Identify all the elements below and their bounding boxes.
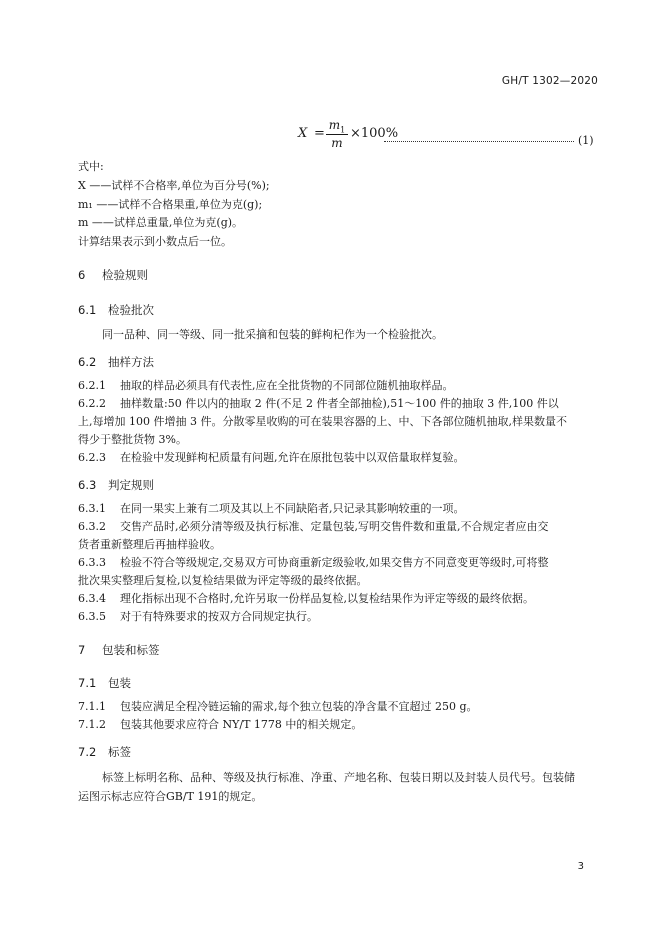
clause-6-3-1: 6.3.1 在同一果实上兼有二项及其以上不同缺陷者,只记录其影响较重的一项。 [78, 502, 465, 515]
clause-7-1-1: 7.1.1 包装应满足全程冷链运输的需求,每个独立包装的净含量不宜超过 250 g。 [78, 700, 478, 713]
result-note: 计算结果表示到小数点后一位。 [78, 235, 232, 248]
definition-item: X ——试样不合格率,单位为百分号(%); [78, 179, 270, 192]
clause-6-3-5: 6.3.5 对于有特殊要求的按双方合同规定执行。 [78, 610, 318, 623]
formula-denominator: m [331, 136, 343, 150]
formula-multiplier: ×100% [350, 126, 399, 141]
section-7-2-heading: 7.2 标签 [78, 745, 131, 759]
clause-6-3-2: 6.3.2 交售产品时,必须分清等级及执行标准、定量包装,写明交售件数和重量,不合规定者应由交 [78, 520, 549, 533]
clause-7-1-2: 7.1.2 包装其他要求应符合 NY/T 1778 中的相关规定。 [78, 718, 363, 731]
clause-6-2-2-cont: 上,每增加 100 件增抽 3 件。分散零星收购的可在装果容器的上、中、下各部位随机抽取,样果数量不 [78, 415, 567, 428]
formula-numerator: $m_1$ [328, 118, 346, 135]
formula [298, 118, 608, 154]
formula-equals: = [314, 126, 325, 141]
clause-6-2-2: 6.2.2 抽样数量:50 件以内的抽取 2 件(不足 2 件者全部抽检),51～100 件的抽取 3 件,100 件以 [78, 397, 559, 410]
clause-6-3-4: 6.3.4 理化指标出现不合格时,允许另取一份样品复检,以复检结果作为评定等级的最终依据。 [78, 592, 534, 605]
section-6-3-heading: 6.3 判定规则 [78, 478, 154, 492]
clause-6-2-3: 6.2.3 在检验中发现鲜枸杞质量有问题,允许在原批包装中以双倍量取样复验。 [78, 451, 465, 464]
section-6-1-text: 同一品种、同一等级、同一批采摘和包装的鲜枸杞作为一个检验批次。 [102, 328, 443, 341]
clause-6-2-1: 6.2.1 抽取的样品必须具有代表性,应在全批货物的不同部位随机抽取样品。 [78, 379, 454, 392]
section-7-heading: 7 包装和标签 [78, 643, 160, 657]
clause-6-3-2-cont: 货者重新整理后再抽样验收。 [78, 538, 221, 551]
section-6-2-heading: 6.2 抽样方法 [78, 355, 154, 369]
definition-item: m ——试样总重量,单位为克(g)。 [78, 216, 244, 229]
leader-dots [384, 140, 574, 142]
clause-6-3-3-cont: 批次果实整理后复检,以复检结果做为评定等级的最终依据。 [78, 574, 368, 587]
equation-number: (1) [578, 134, 594, 147]
page-number: 3 [577, 861, 584, 872]
section-7-2-text: 标签上标明名称、品种、等级及执行标准、净重、产地名称、包装日期以及封装人员代号。包装储 [102, 771, 575, 784]
formula-lhs: X [298, 126, 308, 141]
section-6-1-heading: 6.1 检验批次 [78, 303, 154, 317]
section-7-2-text-cont: 运图示标志应符合GB/T 191的规定。 [78, 790, 263, 803]
definition-item: m₁ ——试样不合格果重,单位为克(g); [78, 198, 263, 211]
clause-6-2-2-cont: 得少于整批货物 3%。 [78, 433, 187, 446]
clause-6-3-3: 6.3.3 检验不符合等级规定,交易双方可协商重新定级验收,如果交售方不同意变更等级时,可将整 [78, 556, 549, 569]
section-6-heading: 6 检验规则 [78, 268, 148, 282]
formula-fraction [326, 118, 348, 150]
document-id: GH/T 1302—2020 [501, 75, 598, 87]
where-label: 式中: [78, 160, 104, 173]
section-7-1-heading: 7.1 包装 [78, 676, 131, 690]
